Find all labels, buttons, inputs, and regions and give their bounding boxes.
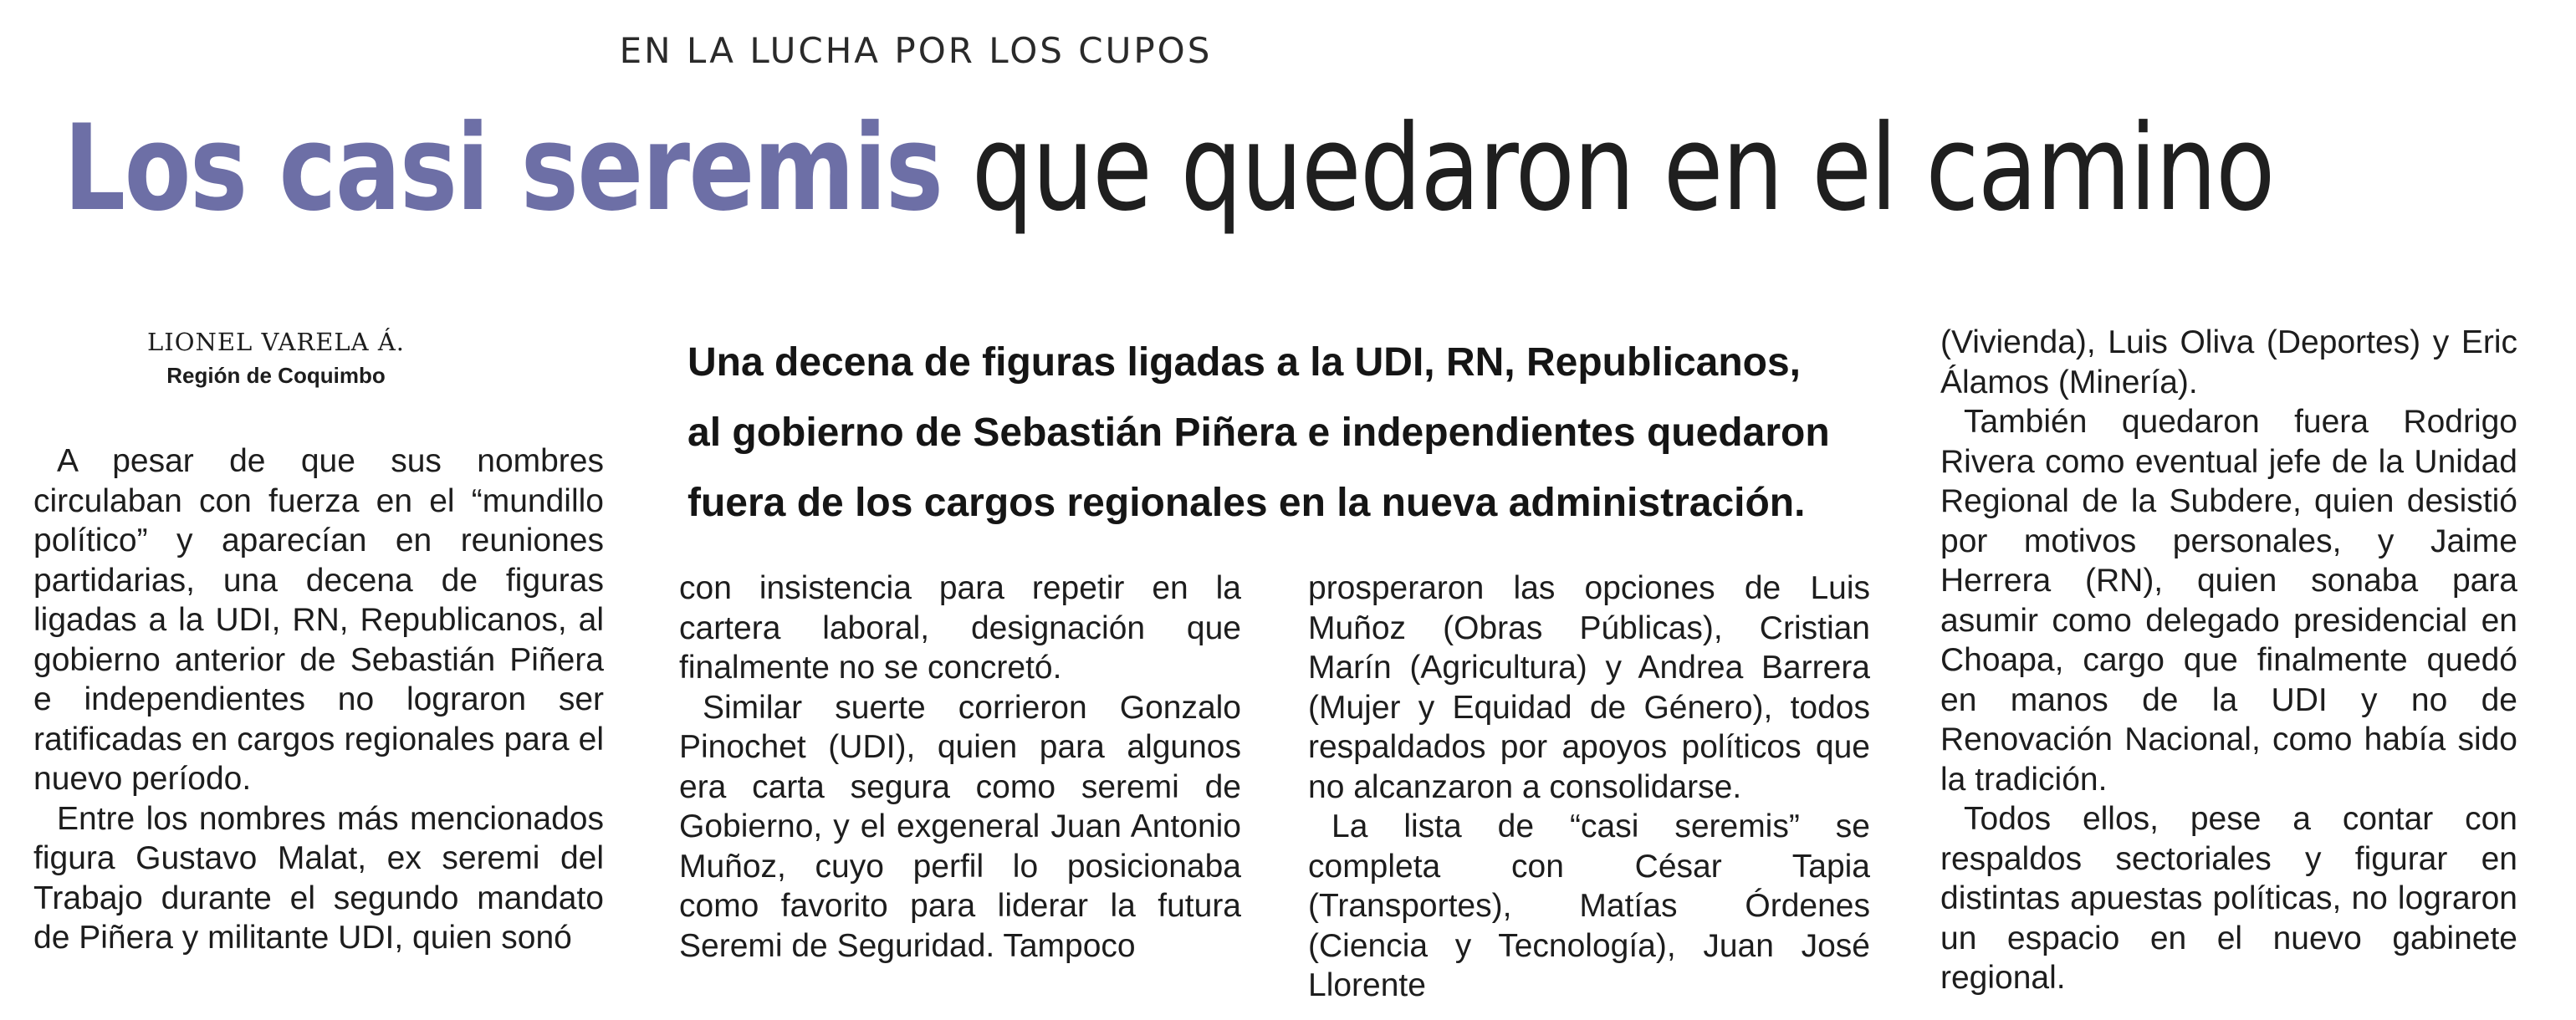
deck-line: fuera de los cargos regionales en la nueva administración. — [687, 481, 1806, 525]
body-paragraph: prosperaron las opciones de Luis Muñoz (Obras Públicas), Cristian Marín (Agricultura) y Andrea Barrera (Mujer y Equidad de Género), todos respaldados por apoyos políticos que no alcanzaron a consolidarse. — [1308, 570, 1870, 805]
kicker: EN LA LUCHA POR LOS CUPOS — [619, 30, 1213, 71]
body-paragraph: Entre los nombres más mencionados figura Gustavo Malat, ex seremi del Trabajo durante el segundo mandato de Piñera y militante UDI, quien sonó — [33, 800, 604, 956]
byline — [84, 328, 468, 389]
body-paragraph: También quedaron fuera Rodrigo Rivera como eventual jefe de la Unidad Regional de la Subdere, quien desistió por motivos personales, y Jaime Herrera (RN), quien sonaba para asumir como delegado presidencial en Choapa, cargo que finalmente quedó en manos de la UDI y no de Renovación Nacional, como había sido la tradición. — [1940, 404, 2517, 798]
headline — [64, 94, 2274, 244]
body-column-3 — [1308, 569, 1870, 1006]
body-paragraph: con insistencia para repetir en la cartera laboral, designación que finalmente no se concretó. — [679, 570, 1241, 686]
body-paragraph: Similar suerte corrieron Gonzalo Pinochet (UDI), quien para algunos era carta segura como seremi de Gobierno, y el exgeneral Juan Antonio Muñoz, cuyo perfil lo posicionaba como favorito para liderar la futura Seremi de Seguridad. Tampoco — [679, 689, 1241, 964]
headline-lead: Los casi seremis — [64, 99, 943, 237]
body-column-2 — [679, 569, 1241, 966]
body-column-4 — [1940, 323, 2517, 998]
deck-line: Una decena de figuras ligadas a la UDI, RN, Republicanos, — [687, 340, 1802, 385]
byline-author: LIONEL VARELA Á. — [146, 328, 405, 356]
deck — [687, 328, 1858, 538]
body-paragraph: La lista de “casi seremis” se completa con César Tapia (Transportes), Matías Órdenes (Ciencia y Tecnología), Juan José Llorente — [1308, 808, 1870, 1003]
byline-region: Región de Coquimbo — [166, 363, 386, 388]
deck-line: al gobierno de Sebastián Piñera e independientes quedaron — [687, 411, 1830, 455]
body-paragraph: Todos ellos, pese a contar con respaldos sectoriales y figurar en distintas apuestas políticas, no lograron un espacio en el nuevo gabinete regional. — [1940, 801, 2517, 996]
body-paragraph: (Vivienda), Luis Oliva (Deportes) y Eric Álamos (Minería). — [1940, 324, 2517, 400]
headline-rest: que quedaron en el camino — [942, 99, 2274, 237]
body-paragraph: A pesar de que sus nombres circulaban con fuerza en el “mundillo político” y aparecían en reuniones partidarias, una decena de figuras ligadas a la UDI, RN, Republicanos, al gobierno anterior de Sebastián Piñera e independientes no lograron ser ratificadas en cargos regionales para el nuevo período. — [33, 443, 604, 797]
body-column-1 — [33, 441, 604, 958]
